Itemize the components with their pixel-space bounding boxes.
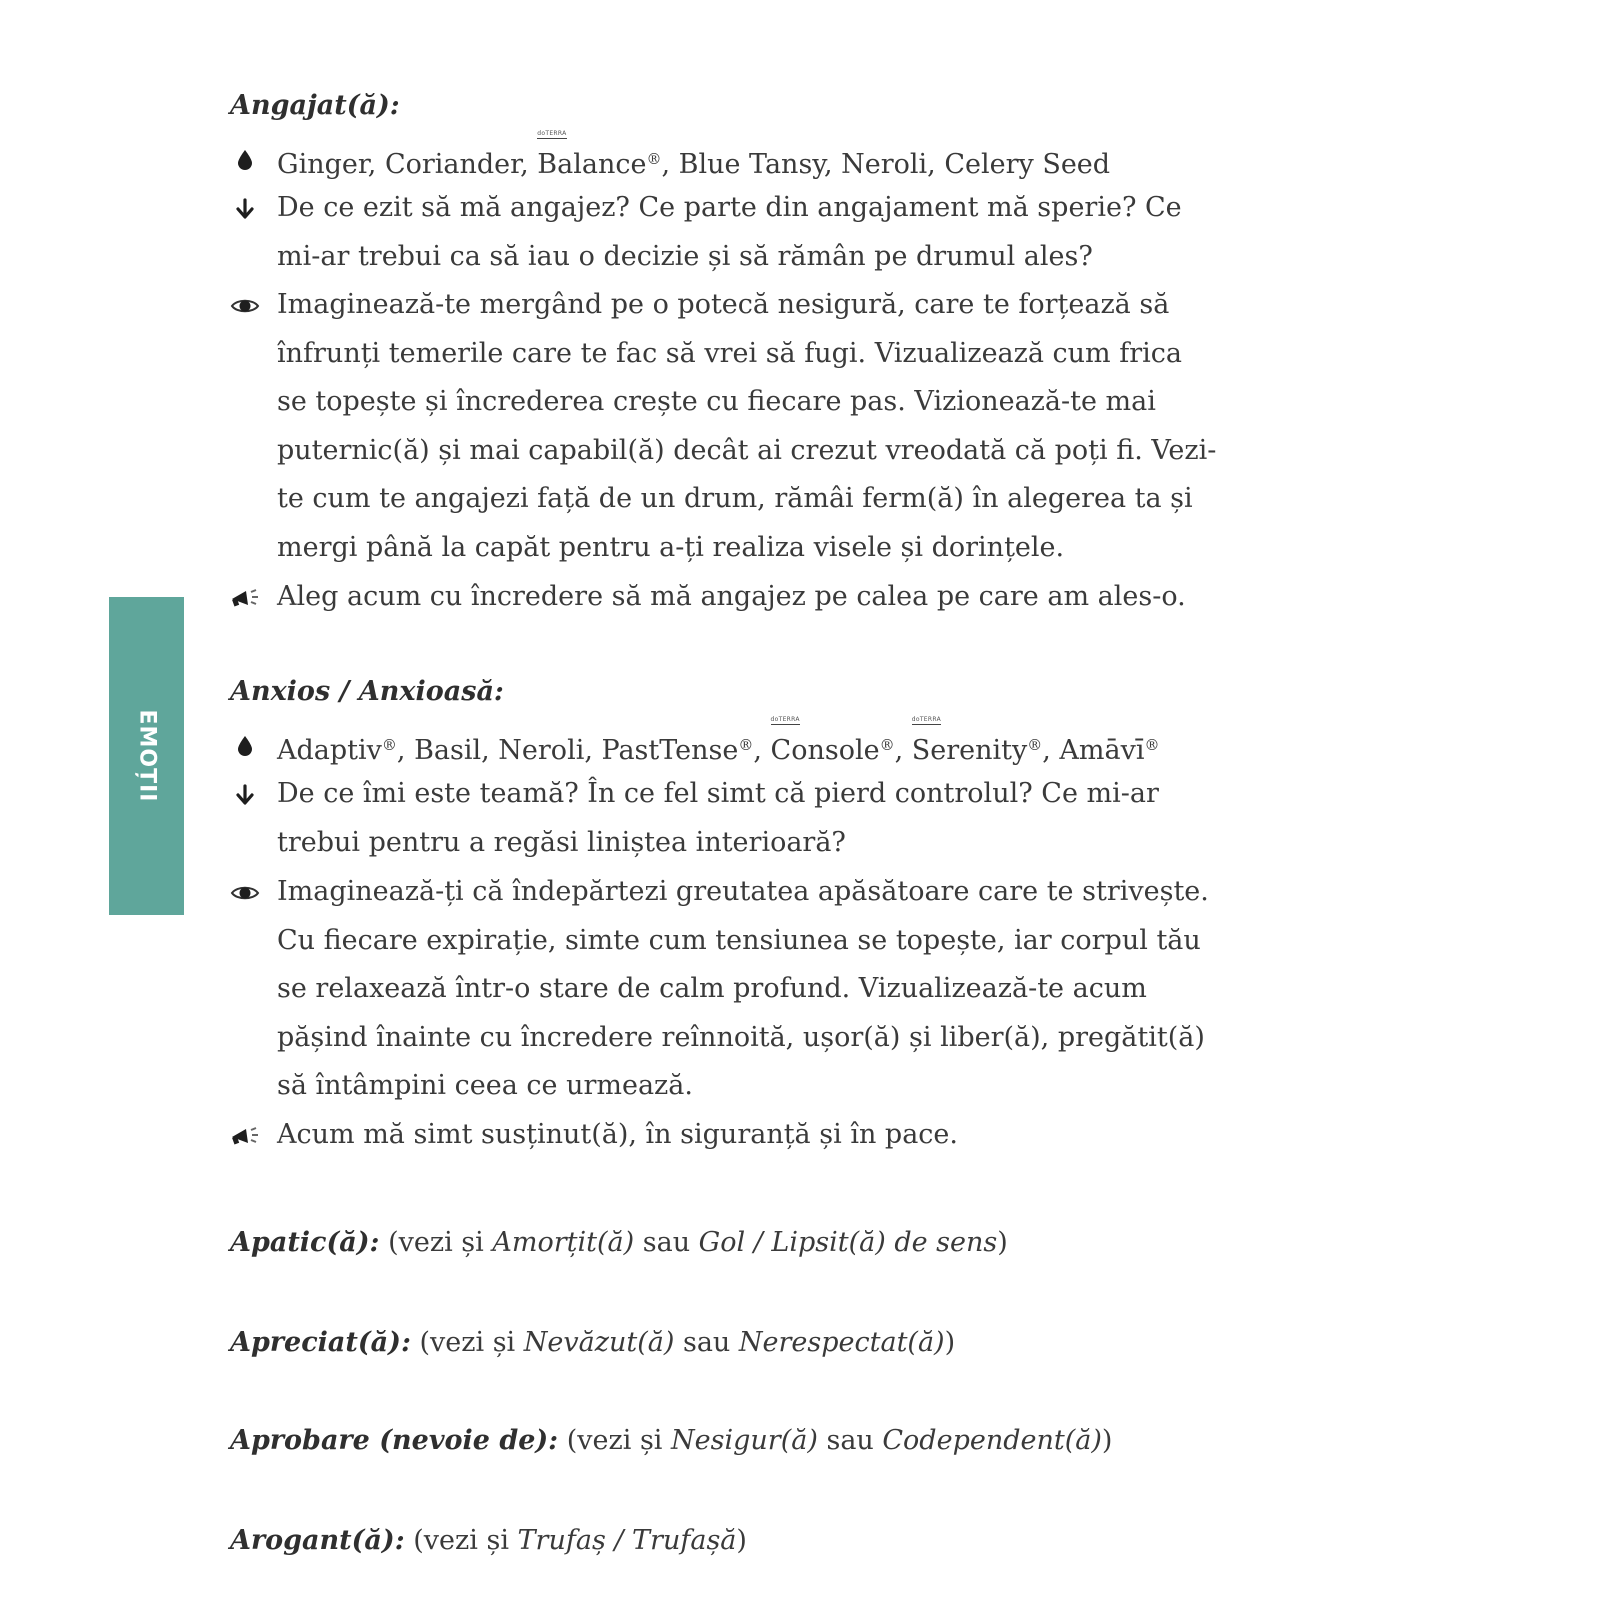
questions-text xyxy=(277,184,1182,281)
cross-ref-link-term: Gol / Lipsit(ă) de sens xyxy=(698,1227,998,1258)
cross-ref-arogant xyxy=(230,1525,747,1556)
text-line: se relaxează într-o stare de calm profund. Vizualizează-te acum xyxy=(277,973,1147,1005)
brand-logo-mark: doTERRA xyxy=(537,130,567,137)
text-line: se topește și încrederea crește cu fiecare pas. Vizionează-te mai xyxy=(277,386,1156,418)
brand-product-name xyxy=(911,716,1043,776)
affirmation-text xyxy=(277,1111,958,1160)
text-line: te cum te angajezi față de un drum, rămâi ferm(ă) în alegerea ta și xyxy=(277,483,1193,515)
registered-mark: ® xyxy=(738,736,754,754)
text-line: Aleg acum cu încredere să mă angajez pe calea pe care am ales-o. xyxy=(277,581,1186,612)
text-line: De ce îmi este teamă? În ce fel simt că pierd controlul? Ce mi-ar xyxy=(277,778,1159,809)
cross-ref-apatic xyxy=(230,1227,1008,1258)
text-line: înfrunți temerile care te fac să vrei să fugi. Vizualizează cum frica xyxy=(277,337,1183,369)
cross-ref-term: Apreciat(ă): xyxy=(230,1327,411,1358)
oil-text: , Basil, Neroli, PastTense xyxy=(396,735,739,766)
oils-list xyxy=(277,716,1160,770)
cross-ref-text: sau xyxy=(674,1327,739,1358)
text-line: Cu fiecare expirație, simte cum tensiunea se topește, iar corpul tău xyxy=(277,924,1201,956)
oil-name-text xyxy=(661,149,1110,180)
brand-logo-mark: doTERRA xyxy=(911,716,941,723)
cross-ref-link-term: Nevăzut(ă) xyxy=(523,1327,675,1358)
oil-text: , xyxy=(894,735,912,766)
affirmation-text xyxy=(277,573,1186,622)
section-tab-label: EMOȚII xyxy=(134,709,159,803)
cross-ref-text: ) xyxy=(736,1525,747,1556)
oil-name-text xyxy=(1042,735,1159,766)
cross-ref-apreciat xyxy=(230,1327,955,1358)
megaphone-icon xyxy=(230,1121,260,1151)
oil-text: Serenity xyxy=(911,735,1028,766)
arrow-down-icon xyxy=(230,780,260,810)
brand-product-name xyxy=(537,130,662,190)
cross-ref-text: (vezi și xyxy=(558,1425,672,1456)
oil-text: Balance xyxy=(537,149,647,180)
section-tab-emotii xyxy=(109,597,184,915)
cross-ref-term: Aprobare (nevoie de): xyxy=(230,1425,559,1456)
megaphone-icon xyxy=(230,583,260,613)
text-line: Acum mă simt susținut(ă), în siguranță și în pace. xyxy=(277,1119,958,1150)
oil-name-text xyxy=(277,735,397,766)
text-line: pășind înainte cu încredere reînnoită, ușor(ă) și liber(ă), pregătit(ă) xyxy=(277,1021,1205,1053)
eye-icon xyxy=(230,291,260,321)
oil-name-text xyxy=(397,735,753,766)
oil-name-text xyxy=(277,149,537,180)
cross-ref-aprobare xyxy=(230,1425,1112,1456)
cross-ref-term: Arogant(ă): xyxy=(230,1525,405,1556)
cross-ref-text: (vezi și xyxy=(410,1327,524,1358)
cross-ref-link-term: Nerespectat(ă) xyxy=(738,1327,945,1358)
cross-ref-text: (vezi și xyxy=(379,1227,493,1258)
cross-ref-text: (vezi și xyxy=(404,1525,518,1556)
registered-mark: ® xyxy=(879,736,895,754)
cross-ref-link-term: Codependent(ă) xyxy=(882,1425,1102,1456)
oil-text: Adaptiv xyxy=(277,735,382,766)
cross-ref-link-term: Trufaș / Trufașă xyxy=(517,1525,737,1556)
cross-ref-term: Apatic(ă): xyxy=(230,1227,380,1258)
cross-ref-text: ) xyxy=(997,1227,1008,1258)
visualize-text xyxy=(277,281,1216,573)
brand-logo-mark: doTERRA xyxy=(770,716,800,723)
eye-icon xyxy=(230,878,260,908)
cross-ref-text: ) xyxy=(944,1327,956,1358)
cross-ref-text: sau xyxy=(817,1425,883,1456)
cross-ref-text: sau xyxy=(634,1227,699,1258)
registered-mark: ® xyxy=(646,150,662,168)
registered-mark: ® xyxy=(1144,736,1160,754)
oils-list xyxy=(277,130,1111,184)
registered-mark: ® xyxy=(381,736,397,754)
text-line: să întâmpini ceea ce urmează. xyxy=(277,1070,693,1102)
cross-ref-text: ) xyxy=(1101,1425,1113,1456)
droplet-icon xyxy=(230,731,260,761)
entry-heading-angajat: Angajat(ă): xyxy=(230,90,400,121)
visualize-text xyxy=(277,868,1209,1111)
entry-heading-anxios: Anxios / Anxioasă: xyxy=(230,676,504,707)
cross-ref-link-term: Nesigur(ă) xyxy=(671,1425,818,1456)
oil-text: , xyxy=(753,735,771,766)
cross-ref-link-term: Amorțit(ă) xyxy=(492,1227,635,1258)
oil-name-text xyxy=(753,735,770,766)
text-line: mi-ar trebui ca să iau o decizie și să rămân pe drumul ales? xyxy=(277,240,1093,272)
text-line: Imaginează-ți că îndepărtezi greutatea apăsătoare care te strivește. xyxy=(277,876,1209,907)
text-line: mergi până la capăt pentru a-ți realiza visele și dorințele. xyxy=(277,531,1065,563)
oil-text: Ginger, Coriander, xyxy=(277,149,538,180)
text-line: De ce ezit să mă angajez? Ce parte din angajament mă sperie? Ce xyxy=(277,192,1182,223)
text-line: puternic(ă) și mai capabil(ă) decât ai crezut vreodată că poți fi. Vezi- xyxy=(277,434,1217,466)
droplet-icon xyxy=(230,145,260,175)
arrow-down-icon xyxy=(230,194,260,224)
oil-text: Console xyxy=(770,735,880,766)
text-line: trebui pentru a regăsi liniștea interioară? xyxy=(277,826,846,858)
questions-text xyxy=(277,770,1159,867)
text-line: Imaginează-te mergând pe o potecă nesigură, care te forțează să xyxy=(277,289,1170,320)
oil-text: , Blue Tansy, Neroli, Celery Seed xyxy=(661,149,1111,180)
brand-product-name xyxy=(770,716,895,776)
registered-mark: ® xyxy=(1027,736,1043,754)
oil-name-text xyxy=(895,735,912,766)
oil-text: , Amāvī xyxy=(1042,735,1145,766)
